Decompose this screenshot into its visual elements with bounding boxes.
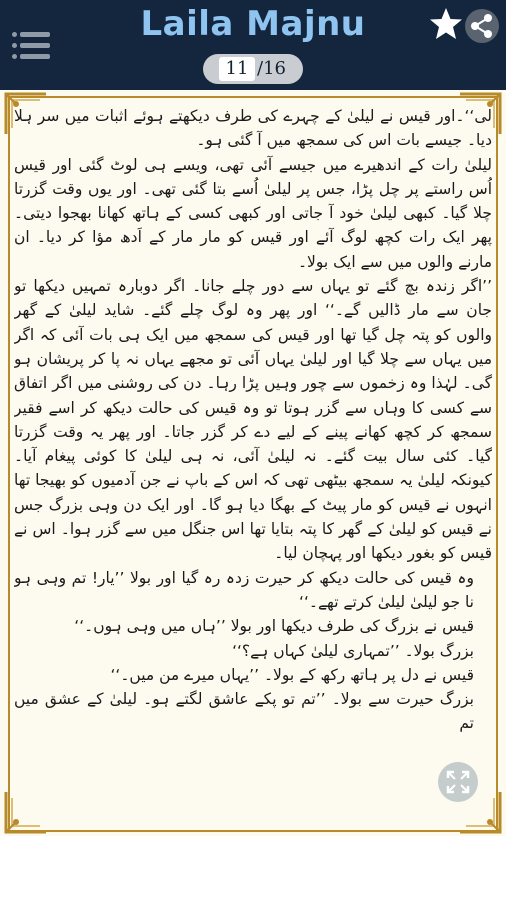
paragraph: بزرگ حیرت سے بولا۔ ’’تم تو پکے عاشق لگتے ہو۔ لیلیٰ کے عشق میں تم xyxy=(14,690,474,733)
star-icon[interactable] xyxy=(428,6,464,42)
paragraph: لی‘‘۔اور قیس نے لیلیٰ کے چہرے کی طرف دیکھتے ہوئے اثبات میں سر ہلا دیا۔ جیسے بات اس کی سمجھ میں آ گئی ہو۔ xyxy=(14,107,492,150)
book-page[interactable] xyxy=(0,90,506,836)
paragraph: وہ قیس کی حالت دیکھ کر حیرت زدہ رہ گیا اور بولا ’’یار! تم وہی ہو نا جو لیلیٰ لیلیٰ کرتے تھے۔‘‘ xyxy=(14,568,474,611)
paragraph: ’’اگر زندہ بچ گئے تو یہاں سے دور چلے جانا۔ اگر دوبارہ تمہیں دیکھا تو جان سے مار ڈالیں گے۔‘‘ اور پھر وہ لوگ چلے گئے۔ شاید لیلیٰ کے گھر والوں کو پتہ چل گیا تھا اور قیس کی سمجھ میں ایک ہی بات آئی کہ اگر میں یہاں سے چلا گیا اور لیلیٰ یہاں آئی تو مجھے یہاں نہ پا کر پریشان ہو گی۔ لہٰذا وہ زخموں سے چور وہیں پڑا رہا۔ دن کی روشنی میں اگر اتفاق سے کسی کا وہاں سے گزر ہوتا تو وہ قیس کی حالت دیکھ کر اسے فقیر سمجھ کر کچھ کھانے پینے کے لیے دے کر گزر جاتا۔ اور پھر یہ وقت گزرتا گیا۔ کئی سال بیت گئے۔ نہ لیلیٰ آئی، نہ ہی لیلیٰ کا کوئی پیغام آیا۔ کیونکہ لیلیٰ یہ سمجھ بیٹھی تھی کہ اس کے باپ نے جن آدمیوں کو بھیجا تھا انہوں نے قیس کو مار پیٹ کے بھگا دیا ہو گا۔ اور ایک دن وہی بزرگ جس نے قیس کو لیلیٰ کے گھر کا پتہ بتایا تھا اس جنگل میں سے گزر ہوا۔ اس نے قیس کو بغور دیکھا اور پہچان لیا۔ xyxy=(14,277,492,563)
share-icon[interactable] xyxy=(464,8,500,44)
expand-icon[interactable] xyxy=(438,762,478,802)
total-pages-label: /16 xyxy=(257,58,286,79)
current-page-field[interactable]: 11 xyxy=(219,57,255,81)
bottom-blank-area xyxy=(0,836,506,900)
page-text xyxy=(14,104,492,824)
paragraph: بزرگ بولا۔ ’’تمہاری لیلیٰ کہاں ہے؟‘‘ xyxy=(232,641,474,660)
paragraph: قیس نے بزرگ کی طرف دیکھا اور بولا ’’ہاں میں وہی ہوں۔‘‘ xyxy=(74,617,474,636)
top-app-bar xyxy=(0,0,506,90)
paragraph: لیلیٰ رات کے اندھیرے میں جیسے آئی تھی، ویسے ہی لوٹ گئی اور قیس اُس راستے پر چل پڑا، جس پر لیلیٰ اُسے بتا گئی تھی۔ اور یوں وقت گزرتا چلا گیا۔ کبھی لیلیٰ خود آ جاتی اور کبھی کسی کے ہاتھ کھانا بھجوا دیتی۔ پھر ایک رات کچھ لوگ آئے اور قیس کو مار مار کے اَدھ مؤا کر دیا۔ ان مارنے والوں میں سے ایک بولا۔ xyxy=(14,155,492,271)
paragraph: قیس نے دل پر ہاتھ رکھ کے بولا۔ ’’یہاں میرے من میں۔‘‘ xyxy=(110,665,474,684)
page-indicator[interactable] xyxy=(203,54,303,84)
app-title: Laila Majnu xyxy=(140,4,366,44)
